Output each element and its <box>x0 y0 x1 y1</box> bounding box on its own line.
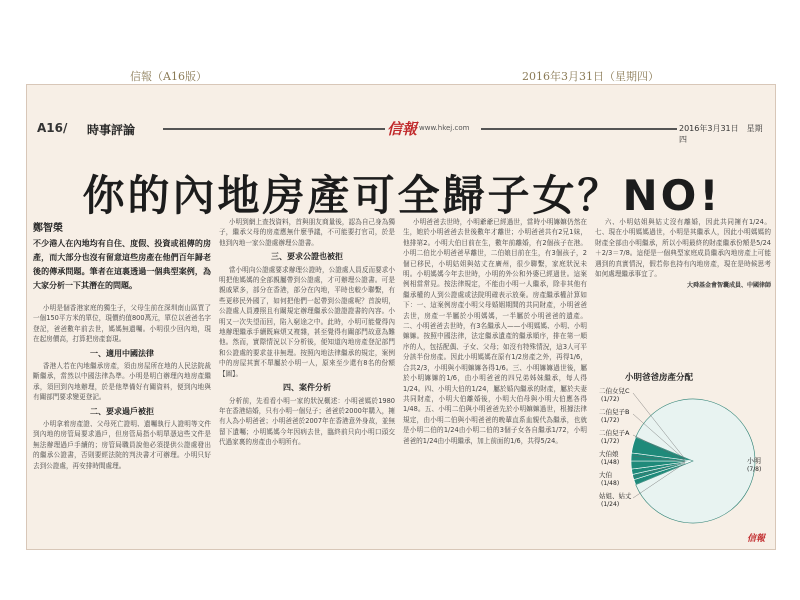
column-1 <box>33 237 211 549</box>
section-title: 時事評論 <box>87 123 136 137</box>
slice-label: 二伯兒子B <box>599 408 630 416</box>
subheading: 四、案件分析 <box>283 383 331 393</box>
slice-label: 小明 <box>747 457 761 465</box>
slice-label: 二伯女兒C <box>599 387 630 395</box>
caption-source: 信報（A16版） <box>130 70 207 83</box>
slice-label: 姑姐、姑丈 <box>599 492 632 500</box>
slice-share-label: (1/72) <box>601 396 620 403</box>
article-headline: 你的內地房產可全歸子女？NO! <box>82 171 722 220</box>
section-code: A16/ <box>37 121 68 135</box>
caption-bar <box>0 68 800 82</box>
paragraph: 六、小明姑姐與姑丈沒有離婚，因此共同擁有1/24。七、現在小明媽媽過世，小明是其繼承人，因此小明媽媽的財產全部由小明繼承，所以小明最終的財產繼承份額是5/24＋2/3＝7/8。這便是一個典型家庭成員繼承內地房產上可能遇到的真實情況，假若你也持有內地房產，現在是時候思考如何處理繼承事宜了。 <box>595 218 771 279</box>
corner-logo: 信報 <box>747 534 766 544</box>
author-name: 鄭智榮 <box>33 223 63 234</box>
paragraph: 分析前，先看看小明一家的狀況概述：小明爸媽於1980年在香港結婚，只有小明一個兒子；爸爸於2000年購入，擁有人為小明爸爸；小明爸爸於2007年在香港意外身故，並無留下遺囑；小明媽媽今年因病去世，臨終前只向小明口頭交代過家裏的房產由小明所有。 <box>219 396 395 447</box>
subheading: 三、要求公證也被拒 <box>271 252 343 262</box>
slice-label: 二伯兒子A <box>599 429 630 437</box>
slice-label: 大伯 <box>599 471 612 479</box>
paragraph: 香港人若在內地繼承房產，須由房屋所在地的人民法院裁斷繼承，當然以中國法律為準。小明是明白辦理內地房產繼承，須回到內地辦理，於是他準備好有關資料，便到內地與有關部門要求變更登記。 <box>33 362 211 402</box>
subheading: 一、適用中國法律 <box>90 348 154 358</box>
page-masthead <box>35 119 769 144</box>
column-3 <box>403 217 587 549</box>
newspaper-logo: 信報 <box>387 120 418 138</box>
column-2 <box>219 217 395 549</box>
divider <box>163 128 385 130</box>
paragraph: 小明拿着房產證、父母死亡證明、遺囑執行人證明等文件到內地的房管局要求過戶，但房管局指小明單憑這些文件是無法辦理過戶手續的；房管局職員說他必須提供公證處發出的繼承公證書，否則要經法院的判決書才可辦理。小明只好去到公證處，再安排時間處理。 <box>33 420 211 470</box>
newspaper-clipping <box>26 84 776 550</box>
slice-share-label: (1/48) <box>601 459 620 466</box>
slice-share-label: (1/72) <box>601 417 620 424</box>
paragraph: 當小明向公證處要求辦理公證時，公證處人員反而要求小明把他媽媽的全部親屬帶到公證處，才可辦理公證書。可是親戚眾多，部分在香港，部分在內地，平時也較少聯繫，有些更移民外國了，如何把他們一起帶到公證處呢？首說明，公證處人員遵照且有關規定辦理繼承公證證證書的內容。小明又一次失望而回，陷入窮途之中。此時，小明可能覺得內地辦理繼承手續既麻煩又複雜，甚至覺得有關部門故意為難他。然而，實際情況以下分析後，便知道內地房產登記部門和公證處的要求並非無理。按照內地法律繼承的規定，案例中的房屋其實不單屬於小明一人，原來至少還有8名的份額【圖】。 <box>219 265 395 378</box>
issue-date: 2016年3月31日 星期四 <box>679 124 763 144</box>
website-url: www.hkej.com <box>419 124 470 132</box>
paragraph: 小明到網上查找資料，首與朋友商量後，認為自己身為獨子，繼承父母的房產應無什麼爭議，不可能要打官司，於是他到內地一家公證處辦理公證書。 <box>219 218 395 247</box>
slice-share-label: (1/48) <box>601 480 620 487</box>
paragraph: 小明爸爸去世時，小明爺爺已經過世，當時小明嫲嫲仍然在生，她於小明爸爸去世後數年才離世；小明爸爸共有2兄1妹，他排第2。小明大伯目前在生，數年前離婚，有2個孩子在港。小明二伯比小明爸爸早離世，二伯娘目前在生，有3個孩子，2個已移民，小明姑姐與姑丈在廣州，很少聯繫，家庭狀況未明。小明媽媽今年去世時，小明的外公和外婆已經過世。這案例相當常見。按法律規定，不能由小明一人繼承，除非其他有繼承權的人到公證處或法院明確表示放棄。房產繼承權計算如下：一、這案例房產小明父母婚姻期間的共同財產，小明爸爸去世，房產一半屬於小明媽媽，一半屬於小明爸爸的遺產。二、小明爸爸去世時，有3名繼承人——小明媽媽、小明、小明嫲嫲。按照中國法律，法定繼承遺產的繼承順序，排在第一順序的人，包括配偶、子女、父母；如沒有特殊情況，這3人可平分該半份房產。因此小明媽媽在原有1/2房產之外，再得1/6，合共2/3，小明與小明嫲嫲各得1/6。三、小明嫲嫲過世後，屬於小明嫲嫲的1/6，由小明爸爸的四兄弟姊妹繼承，每人得1/24。四、小明大伯的1/24，屬於婚內繼承的財產，屬於夫妻共同財產，小明大伯離婚後，小明大伯母與小明大伯應各得1/48。五、小明二伯與小明爸爸先於小明嫲嫲過世，根據法律規定，由小明二伯與小明爸爸的晚輩直系血親代為繼承，也就是小明二伯的1/24由小明二伯的3個子女各自繼承1/72，小明爸爸的1/24由小明繼承，加上前面的1/6，共得5/24。 <box>403 218 587 445</box>
slice-share-label: (1/72) <box>601 438 620 445</box>
author-credit: 大舜基金會智囊成員、中國律師 <box>686 282 771 290</box>
subheading: 二、要求過戶被拒 <box>90 406 154 416</box>
divider <box>481 128 677 130</box>
chart-title: 小明爸爸房產分配 <box>625 373 694 383</box>
slice-label: 大伯娘 <box>599 450 619 458</box>
article-lead: 不少港人在內地均有自住、度假、投資或祖傳的房產，而大部分也沒有留意這些房產在他們百年歸老後的傳承問題。筆者在這裏透過一個典型案例，為大家分析一下其潛在的問題。 <box>33 239 211 290</box>
slice-share-label: (1/24) <box>601 501 620 508</box>
caption-date: 2016年3月31日（星期四） <box>522 70 659 83</box>
pie-chart <box>597 385 773 545</box>
slice-share-label: (7/8) <box>747 466 762 473</box>
column-4 <box>595 217 771 367</box>
paragraph: 小明是個香港家庭的獨生子，父母生前在深圳南山區買了一個150平方米的單位，現價約值800萬元，單位以爸爸名字登記，爸爸數年前去世，媽媽無遺囑。小明很少回內地，現在起房價高，打算把房產套現。 <box>33 304 211 344</box>
